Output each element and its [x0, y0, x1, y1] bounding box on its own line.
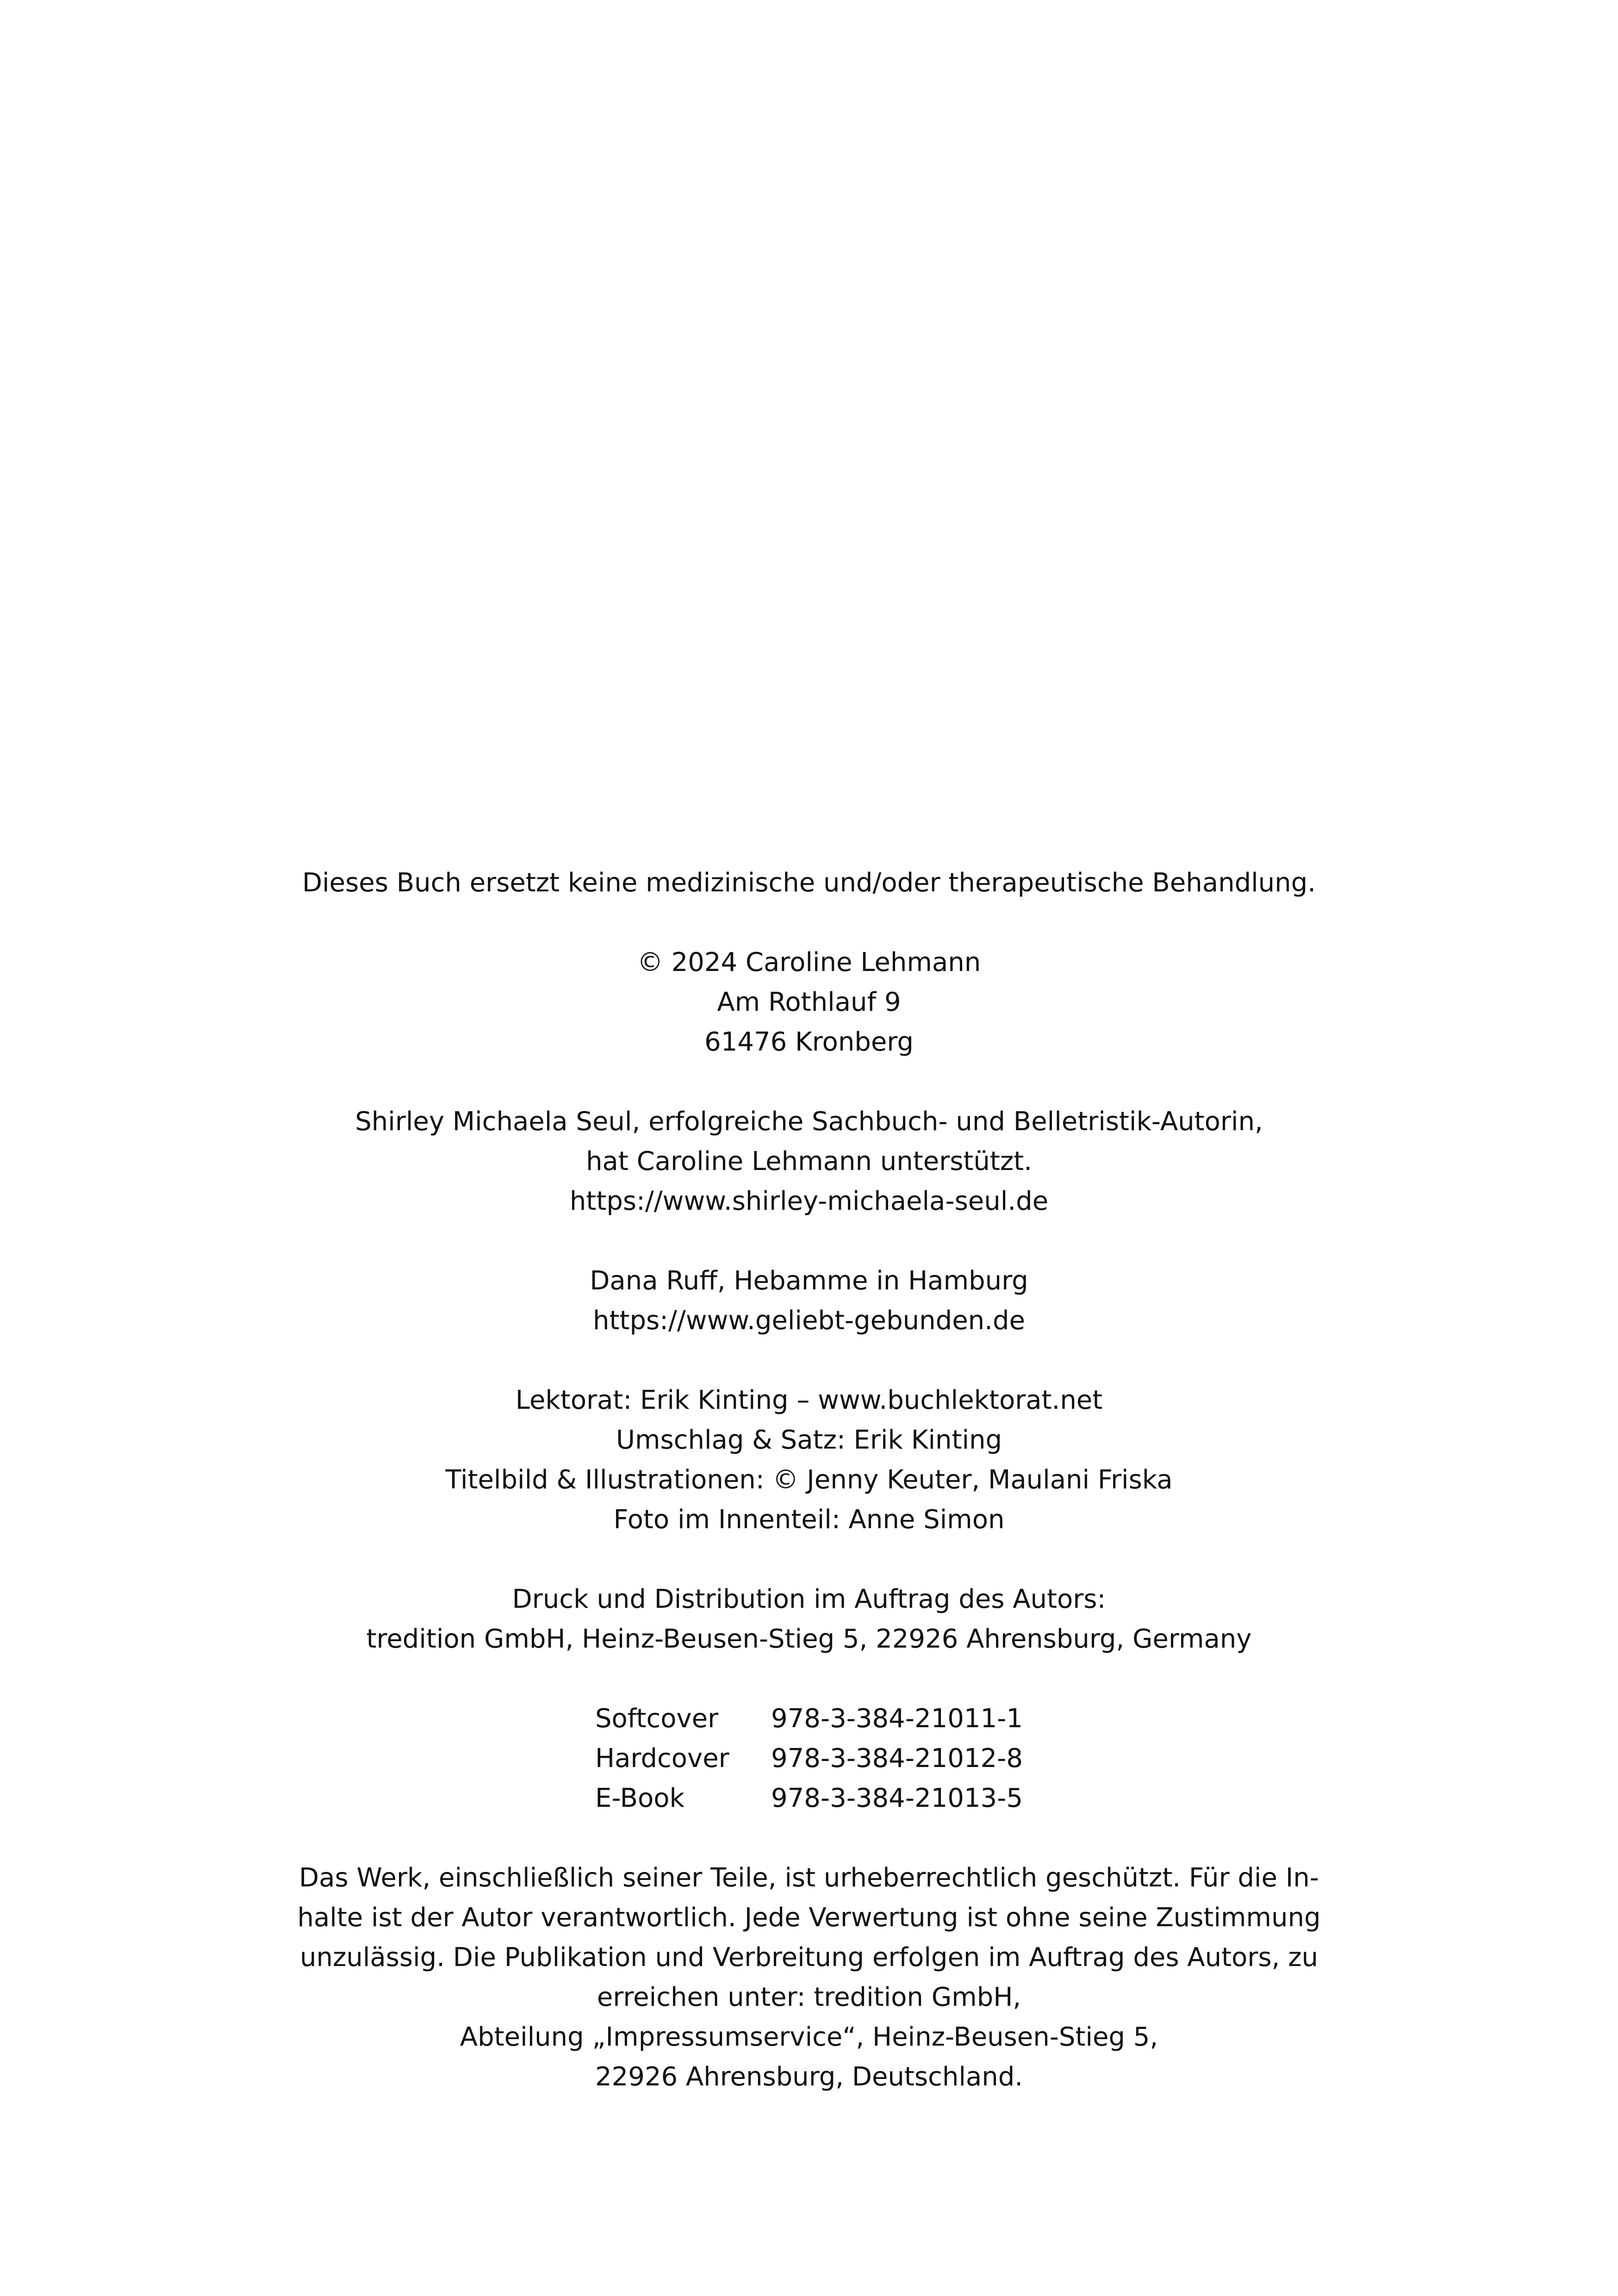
distribution-line-2: tredition GmbH, Heinz-Beusen-Stieg 5, 22926 Ahrensburg, Germany — [366, 1624, 1252, 1654]
isbn-label: Hardcover — [595, 1743, 729, 1773]
imprint-text — [0, 863, 1618, 2137]
midwife-block — [0, 1261, 1618, 1341]
isbn-block — [0, 1699, 1618, 1818]
credit-editing: Lektorat: Erik Kinting – www.buchlektorat.net — [515, 1385, 1103, 1415]
credits-block — [0, 1381, 1618, 1540]
credit-illustrations: Titelbild & Illustrationen: © Jenny Keuter, Maulani Friska — [445, 1465, 1173, 1495]
support-line-2: hat Caroline Lehmann unterstützt. — [586, 1146, 1032, 1176]
isbn-number: 978-3-384-21011-1 — [771, 1704, 1023, 1734]
support-block — [0, 1102, 1618, 1221]
isbn-number: 978-3-384-21012-8 — [771, 1743, 1023, 1773]
legal-line-3: unzulässig. Die Publikation und Verbreitung erfolgen im Auftrag des Autors, zu — [300, 1942, 1318, 1972]
credit-photo: Foto im Innenteil: Anne Simon — [613, 1505, 1005, 1535]
isbn-row-hardcover — [0, 1739, 1618, 1779]
isbn-number: 978-3-384-21013-5 — [771, 1783, 1023, 1813]
legal-line-6: 22926 Ahrensburg, Deutschland. — [595, 2062, 1023, 2092]
copyright-line: © 2024 Caroline Lehmann — [637, 947, 981, 977]
address-street: Am Rothlauf 9 — [717, 987, 901, 1017]
isbn-row-softcover — [0, 1699, 1618, 1739]
isbn-label: Softcover — [595, 1704, 719, 1734]
copyright-block — [0, 943, 1618, 1062]
midwife-url: https://www.geliebt-gebunden.de — [593, 1306, 1025, 1336]
distribution-block — [0, 1580, 1618, 1659]
midwife-line: Dana Ruff, Hebamme in Hamburg — [590, 1266, 1028, 1296]
legal-block — [0, 1858, 1618, 2097]
legal-line-5: Abteilung „Impressumservice“, Heinz-Beusen-Stieg 5, — [460, 2022, 1158, 2052]
legal-line-4: erreichen unter: tredition GmbH, — [597, 1982, 1021, 2012]
disclaimer-block — [0, 863, 1618, 903]
legal-line-2: halte ist der Autor verantwortlich. Jede Verwertung ist ohne seine Zustimmung — [297, 1903, 1321, 1933]
credit-cover: Umschlag & Satz: Erik Kinting — [616, 1425, 1002, 1455]
legal-line-1: Das Werk, einschließlich seiner Teile, ist urheberrechtlich geschützt. Für die In- — [299, 1863, 1319, 1893]
address-city: 61476 Kronberg — [704, 1027, 914, 1057]
isbn-label: E-Book — [595, 1783, 685, 1813]
support-url: https://www.shirley-michaela-seul.de — [569, 1186, 1049, 1216]
disclaimer: Dieses Buch ersetzt keine medizinische und/oder therapeutische Behandlung. — [302, 868, 1316, 898]
distribution-line-1: Druck und Distribution im Auftrag des Autors: — [512, 1584, 1106, 1614]
isbn-row-ebook — [0, 1779, 1618, 1818]
support-line-1: Shirley Michaela Seul, erfolgreiche Sachbuch- und Belletristik-Autorin, — [355, 1107, 1263, 1137]
